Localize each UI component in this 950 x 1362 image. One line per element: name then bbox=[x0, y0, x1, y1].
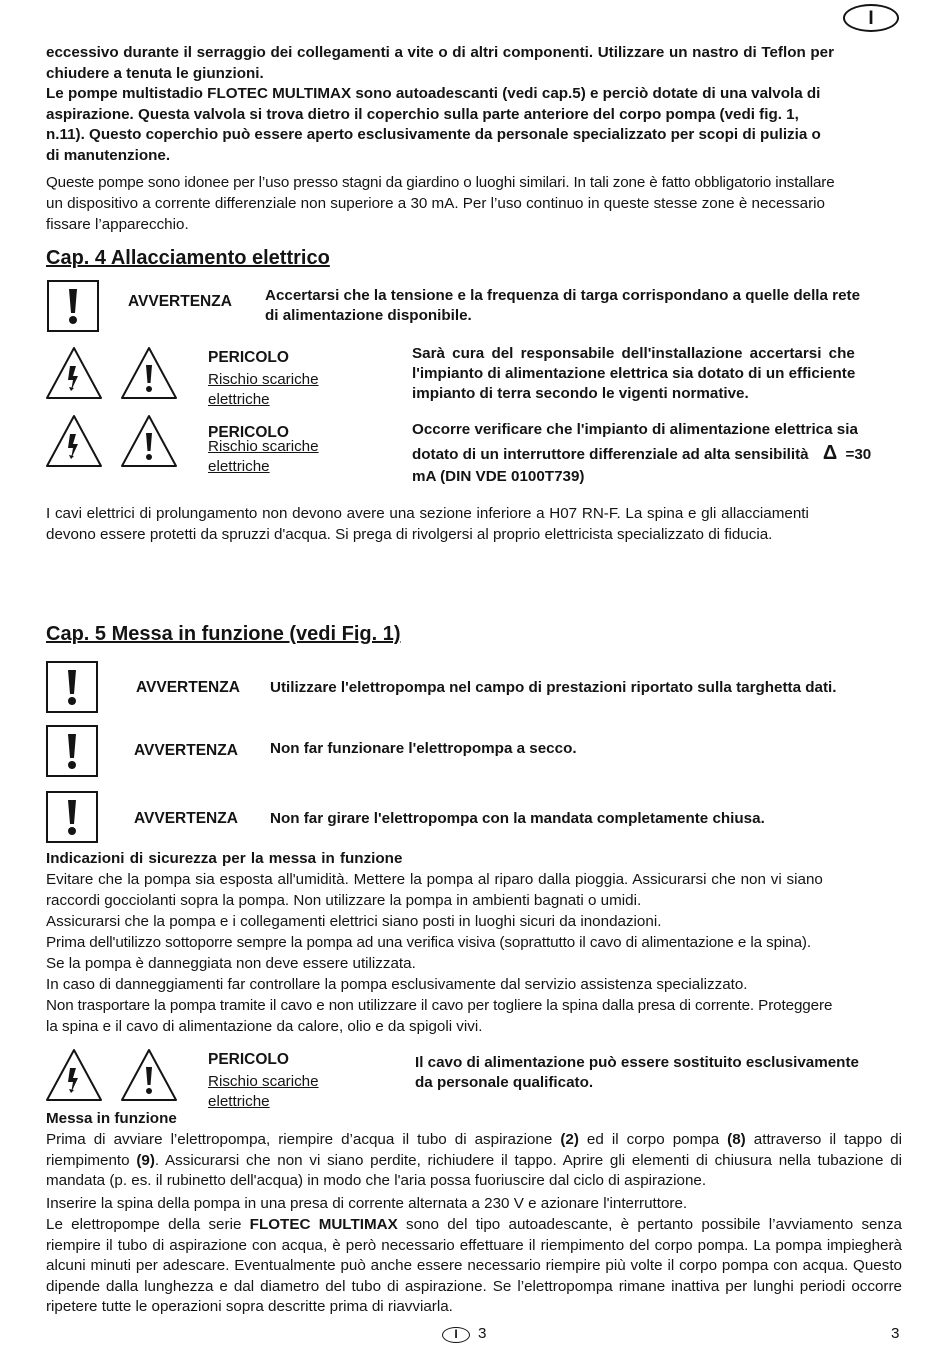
cables-line: devono essere protetti da spruzzi d'acqua. Si prega di rivolgersi al proprio elettricista specializzato di fiducia. bbox=[46, 526, 773, 543]
warning-icon bbox=[46, 660, 98, 714]
danger-text-line: Occorre verificare che l'impianto di alimentazione elettrica sia bbox=[412, 421, 858, 438]
danger-text-line: da personale qualificato. bbox=[415, 1074, 594, 1091]
language-badge: I bbox=[843, 4, 899, 32]
danger-label: PERICOLO bbox=[208, 349, 289, 366]
danger-subtitle: elettriche bbox=[208, 1093, 270, 1110]
cap5-heading: Cap. 5 Messa in funzione (vedi Fig. 1) bbox=[46, 623, 401, 645]
danger-text-line: mA (DIN VDE 0100T739) bbox=[412, 468, 585, 485]
danger-subtitle: elettriche bbox=[208, 391, 270, 408]
cap4-heading: Cap. 4 Allacciamento elettrico bbox=[46, 247, 330, 269]
safety-line: raccordi gocciolanti sopra la pompa. Non utilizzare la pompa in ambienti bagnati o umidi. bbox=[46, 892, 642, 909]
text-segment: attraverso il tappo di riempimento bbox=[46, 1131, 903, 1169]
intro-line: Queste pompe sono idonee per l’uso presso stagni da giardino o luoghi similari. In tali zone è fatto obbligatorio installare bbox=[46, 174, 835, 191]
danger-text-cable bbox=[415, 1053, 905, 1093]
warning-icon bbox=[47, 280, 99, 332]
brand-name: FLOTEC MULTIMAX bbox=[249, 1216, 398, 1233]
safety-line: In caso di danneggiamenti far controllare la pompa esclusivamente dal servizio assistenza specializzato. bbox=[46, 976, 748, 993]
electric-hazard-icon bbox=[45, 414, 103, 468]
startup-paragraph-2: Inserire la spina della pompa in una presa di corrente alternata a 230 V e azionare l'interruttore. bbox=[46, 1195, 688, 1212]
safety-heading: Indicazioni di sicurezza per la messa in funzione bbox=[46, 850, 403, 867]
intro-bold-line: n.11). Questo coperchio può essere aperto esclusivamente da personale specializzato per scopi di pulizia o bbox=[46, 126, 821, 144]
intro-bold-line: di manutenzione. bbox=[46, 147, 171, 164]
startup-heading: Messa in funzione bbox=[46, 1110, 177, 1127]
warning-label: AVVERTENZA bbox=[136, 679, 240, 696]
danger-text-line: l'impianto di alimentazione elettrica sia dotato di un efficiente bbox=[412, 365, 856, 382]
warning-text bbox=[265, 286, 905, 326]
warning-text: Non far girare l'elettropompa con la mandata completamente chiusa. bbox=[270, 810, 765, 827]
danger-triangle-icon bbox=[120, 346, 178, 400]
intro-bold-line: Le pompe multistadio FLOTEC MULTIMAX sono autoadescanti (vedi cap.5) e perciò dotate di una valvola di bbox=[46, 85, 821, 103]
warning-text-line: Accertarsi che la tensione e la frequenza di targa corrispondano a quelle della rete bbox=[265, 287, 861, 304]
safety-line: Prima dell'utilizzo sottoporre sempre la pompa ad una verifica visiva (soprattutto il cavo di alimentazione e la spina). bbox=[46, 934, 811, 951]
startup-paragraph-3 bbox=[46, 1215, 902, 1318]
delta-symbol: Δ bbox=[822, 442, 838, 464]
text-segment: . Assicurarsi che non vi siano perdite, richiudere il tappo. Aprire gli elementi di chiusura nella tubazione di mandata (p. es. il rubinetto dell'acqua) in modo che l'aria possa fuoriuscire dal ciclo di aspirazione. bbox=[46, 1151, 903, 1190]
danger-subtitle: Rischio scariche bbox=[208, 438, 319, 455]
text-segment: sono del tipo autoadescante, è pertanto possibile l’avviamento senza riempire il tubo di aspirazione con acqua, è però necessario effettuare il riempimento del corpo pompa. La pompa impiegherà alcuni minuti per adescare. Eventualmente può anche essere necessario riempire più volte il corpo pompa con acqua. Questo dipende dalla lunghezza e dal diametro del tubo di aspirazione. Se l’elettropompa rimane inattiva per lunghi periodi occorre ripetere tutte le operazioni sopra descritte prima di riavviarla. bbox=[46, 1216, 902, 1316]
warning-icon bbox=[46, 724, 98, 778]
intro-line: fissare l’apparecchio. bbox=[46, 216, 189, 233]
intro-bold-line: aspirazione. Questa valvola si trova dietro il coperchio sulla parte anteriore del corpo pompa (vedi fig. 1, bbox=[46, 105, 799, 123]
footer-page-number: 3 bbox=[478, 1325, 487, 1342]
safety-line: la spina e il cavo di alimentazione da calore, olio e da spigoli vivi. bbox=[46, 1018, 483, 1035]
intro-bold-line: chiudere a tenuta le giunzioni. bbox=[46, 64, 264, 82]
part-number: (8) bbox=[727, 1131, 746, 1148]
danger-subtitle: Rischio scariche bbox=[208, 1073, 319, 1090]
part-number: (2) bbox=[560, 1131, 579, 1148]
electric-hazard-icon bbox=[45, 1048, 103, 1102]
footer-language-badge: I bbox=[442, 1327, 470, 1343]
danger-text-line bbox=[412, 443, 902, 465]
danger-text-line: impianto di terra secondo le vigenti normative. bbox=[412, 385, 749, 402]
text-segment: Le elettropompe della serie bbox=[46, 1216, 250, 1233]
warning-text-line: di alimentazione disponibile. bbox=[265, 307, 472, 324]
danger-text-segment: dotato di un interruttore differenziale ad alta sensibilità bbox=[412, 446, 809, 463]
cables-line: I cavi elettrici di prolungamento non devono avere una sezione inferiore a H07 RN-F. La spina e gli allacciamenti bbox=[46, 505, 809, 522]
danger-triangle-icon bbox=[120, 414, 178, 468]
delta-value: =30 bbox=[845, 446, 872, 463]
footer-page-number-right: 3 bbox=[891, 1325, 900, 1342]
warning-label: AVVERTENZA bbox=[134, 742, 238, 759]
safety-line: Se la pompa è danneggiata non deve essere utilizzata. bbox=[46, 955, 416, 972]
warning-text: Utilizzare l'elettropompa nel campo di prestazioni riportato sulla targhetta dati. bbox=[270, 679, 837, 696]
danger-label: PERICOLO bbox=[208, 424, 289, 441]
warning-label: AVVERTENZA bbox=[128, 293, 232, 310]
warning-icon bbox=[46, 790, 98, 844]
danger-text-line: Il cavo di alimentazione può essere sostituito esclusivamente bbox=[415, 1054, 859, 1071]
danger-subtitle: Rischio scariche bbox=[208, 371, 319, 388]
warning-text: Non far funzionare l'elettropompa a secco. bbox=[270, 740, 577, 757]
safety-line: Assicurarsi che la pompa e i collegamenti elettrici siano posti in luoghi sicuri da inondazioni. bbox=[46, 913, 662, 930]
text-segment: ed il corpo pompa bbox=[578, 1131, 728, 1148]
part-number: (9) bbox=[136, 1151, 155, 1169]
intro-bold-line: eccessivo durante il serraggio dei collegamenti a vite o di altri componenti. Utilizzare un nastro di Teflon per bbox=[46, 44, 835, 61]
danger-text-earthing bbox=[412, 344, 902, 404]
safety-line: Non trasportare la pompa tramite il cavo e non utilizzare il cavo per togliere la spina dalla presa di corrente. Proteggere bbox=[46, 997, 833, 1014]
danger-triangle-icon bbox=[120, 1048, 178, 1102]
danger-text-line: Sarà cura del responsabile dell'installazione accertarsi che bbox=[412, 345, 855, 362]
safety-line: Evitare che la pompa sia esposta all'umidità. Mettere la pompa al riparo dalla pioggia. Assicurarsi che non vi siano bbox=[46, 871, 823, 888]
electric-hazard-icon bbox=[45, 346, 103, 400]
text-segment: Prima di avviare l’elettropompa, riempire d’acqua il tubo di aspirazione bbox=[46, 1131, 561, 1148]
startup-paragraph-1 bbox=[46, 1130, 902, 1192]
danger-label: PERICOLO bbox=[208, 1051, 289, 1068]
intro-line: un dispositivo a corrente differenziale non superiore a 30 mA. Per l’uso continuo in queste stesse zone è necessario bbox=[46, 195, 825, 212]
danger-subtitle: elettriche bbox=[208, 458, 270, 475]
danger-text-rcd bbox=[412, 420, 902, 487]
warning-label: AVVERTENZA bbox=[134, 810, 238, 827]
